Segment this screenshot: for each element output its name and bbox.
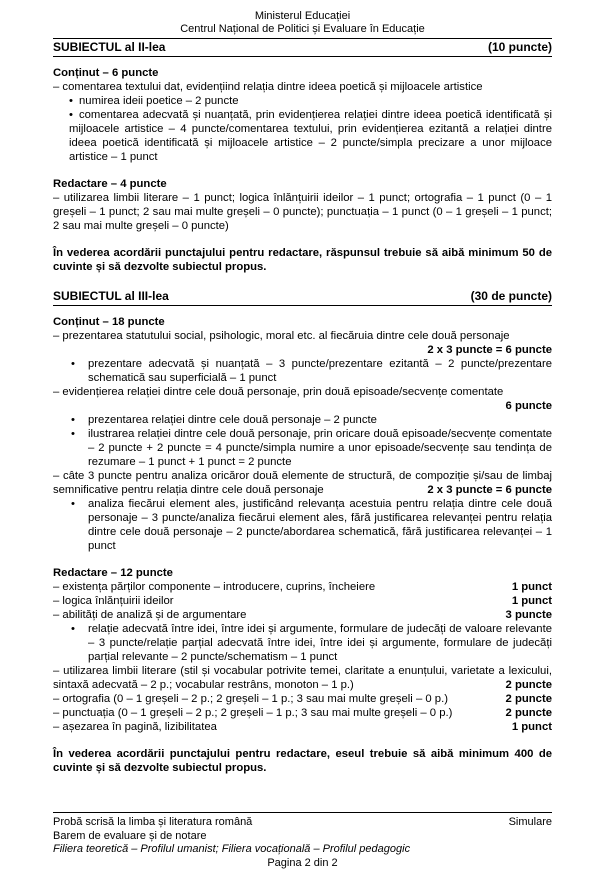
subject2-header-row (53, 38, 552, 57)
subject2-title: SUBIECTUL al II-lea (53, 40, 166, 54)
subject3-bullet4-text: analiza fiecărui element ales, justificând relevanța acestuia pentru relația dintre cele două personaje – 3 puncte/analiza fiecărui element ales, fără justificarea relevanței pentru relația dintre cele două personaje – 2 puncte/abordarea schematică, fără justificarea relevanței – 1 punct (88, 498, 552, 552)
center-name: Centrul Național de Politici și Evaluare în Educație (180, 23, 425, 35)
footer-doc-type: Barem de evaluare și de notare (53, 829, 207, 842)
subject3-bullet3-text: ilustrarea relației dintre cele două personaje, prin oricare două episoade/secvențe comentate – 2 puncte + 2 puncte = 4 puncte/simpla numire a unor episoade/secvențe sau tendința de rezumare – 1 punct + 1 punct = 2 puncte (88, 428, 552, 468)
document-header (53, 10, 552, 36)
subject2-redactare-heading: Redactare – 4 puncte (53, 178, 167, 190)
subject3-note: În vederea acordării punctajului pentru redactare, eseul trebuie să aibă minimum 400 de cuvinte și să dezvolte subiectul propus. (53, 748, 552, 774)
bullet-icon (71, 427, 88, 441)
bullet-icon (69, 94, 79, 108)
subject2-bullet1 (69, 94, 552, 108)
redactare-item-7-points: 1 punct (511, 721, 552, 733)
subject3-bullet1-text: prezentare adecvată și nuanțată – 3 puncte/prezentare ezitantă – 2 puncte/prezentare schematică sau superficială – 1 punct (88, 358, 552, 384)
subject2-item1: – comentarea textului dat, evidențiind relația dintre ideea poetică și mijloacele artistice (53, 81, 483, 93)
redactare-item-7-text: – așezarea în pagină, lizibilitatea (53, 721, 217, 733)
subject3-bullet3 (88, 427, 552, 469)
subject3-title: SUBIECTUL al III-lea (53, 289, 169, 303)
redactare-item-5-points: 2 puncte (505, 693, 552, 705)
subject3-bullet1 (88, 357, 552, 385)
subject3-bullet2-text: prezentarea relației dintre cele două personaje – 2 puncte (88, 414, 377, 426)
subject2-bullet2 (69, 108, 552, 164)
footer-line-1 (53, 816, 552, 830)
bullet-icon (71, 497, 88, 511)
redactare-item-3 (53, 608, 552, 622)
footer-exam-name: Probă scrisă la limba și literatura română (53, 816, 253, 828)
subject3-points: (30 de puncte) (470, 289, 552, 303)
redactare-item-2-points: 1 punct (511, 595, 552, 607)
subject3-redactare-heading: Redactare – 12 puncte (53, 567, 173, 579)
redactare-item-6 (53, 706, 552, 720)
footer-page-number: Pagina 2 din 2 (267, 856, 338, 869)
redactare-item-7 (53, 720, 552, 734)
redactare-bullet (88, 622, 552, 664)
redactare-item-1-text: – existența părților componente – introducere, cuprins, încheiere (53, 581, 376, 593)
subject3-content-heading: Conținut – 18 puncte (53, 316, 165, 328)
subject3-item3-points: 2 x 3 puncte = 6 puncte (427, 484, 552, 496)
redactare-item-4-points: 2 puncte (505, 679, 552, 691)
redactare-item-5-text: – ortografia (0 – 1 greșeli – 2 p.; 2 greșeli – 1 p.; 3 sau mai multe greșeli – 0 p.) (53, 693, 448, 705)
redactare-item-1 (53, 580, 552, 594)
bullet-icon (69, 108, 79, 122)
subject3-item3 (53, 469, 552, 497)
subject3-item2: – evidențierea relației dintre cele două personaje, prin două episoade/secvențe comentate (53, 386, 504, 398)
redactare-item-4 (53, 664, 552, 692)
subject2-redactare-item: – utilizarea limbii literare – 1 punct; logica înlănțuirii ideilor – 1 punct; ortografia – 1 punct (0 – 1 greșeli – 1 punct; 2 sau mai multe greșeli – 0 puncte); punctuația – 1 punct (0 – 1 greșeli – 1 punct; 2 sau mai multe greșeli – 0 puncte) (53, 192, 552, 232)
subject2-note: În vederea acordării punctajului pentru redactare, răspunsul trebuie să aibă minimum 50 de cuvinte și să dezvolte subiectul propus. (53, 247, 552, 273)
redactare-item-6-points: 2 puncte (505, 707, 552, 719)
redactare-bullet-text: relație adecvată între idei, între idei și argumente, formulare de judecăți de valoare relevante – 3 puncte/relație parțial adecvată între idei, între idei și argumente, formulare de judecăți parțial relevante – 2 puncte/schematism – 1 punct (88, 623, 552, 663)
subject3-item2-points: 6 puncte (505, 400, 552, 412)
subject2-points: (10 puncte) (487, 40, 552, 54)
subject3-header-row (53, 288, 552, 306)
redactare-item-3-points: 3 puncte (505, 609, 552, 621)
redactare-item-2-text: – logica înlănțuirii ideilor (53, 595, 174, 607)
page-footer (53, 812, 552, 870)
subject2-bullet1-text: numirea ideii poetice – 2 puncte (79, 95, 239, 107)
footer-session: Simulare (508, 816, 552, 828)
bullet-icon (71, 413, 88, 427)
subject3-item1-points: 2 x 3 puncte = 6 puncte (427, 344, 552, 356)
redactare-item-6-text: – punctuația (0 – 1 greșeli – 2 p.; 2 greșeli – 1 p.; 3 sau mai multe greșeli – 0 p.) (53, 707, 453, 719)
subject3-bullet2 (88, 413, 552, 427)
redactare-item-4-text: – utilizarea limbii literare (stil și vocabular potrivite temei, claritate a enunțului, varietate a lexicului, sintaxă adecvată – 2 p.; vocabular restrâns, monoton – 1 p.) (53, 665, 552, 691)
subject3-item1: – prezentarea statutului social, psihologic, moral etc. al fiecăruia dintre cele două personaje (53, 330, 510, 342)
subject3-bullet4 (88, 497, 552, 553)
redactare-item-2 (53, 594, 552, 608)
bullet-icon (71, 357, 88, 371)
ministry-name: Ministerul Educației (254, 10, 351, 22)
bullet-icon (71, 622, 88, 636)
subject2-bullet2-text: comentarea adecvată și nuanțată, prin evidențierea relației dintre ideea poetică identificată și mijloacele artistice – 4 puncte/comentarea textului, prin evidențierea ezitantă a relației dintre ideea poetică identificată și mijloacele artistice – 2 puncte/simpla precizare a unor mijloace artistice – 1 punct (69, 109, 552, 163)
footer-profile: Filiera teoretică – Profilul umanist; Filiera vocațională – Profilul pedagogic (53, 843, 411, 855)
redactare-item-1-points: 1 punct (511, 581, 552, 593)
redactare-item-3-text: – abilități de analiză și de argumentare (53, 609, 247, 621)
subject2-content-heading: Conținut – 6 puncte (53, 67, 159, 79)
subject3-item3-text: – câte 3 puncte pentru analiza oricăror două elemente de structură, de compoziție și/sau de limbaj semnificative pentru relația dintre cele două personaje (53, 470, 552, 496)
redactare-item-5 (53, 692, 552, 706)
